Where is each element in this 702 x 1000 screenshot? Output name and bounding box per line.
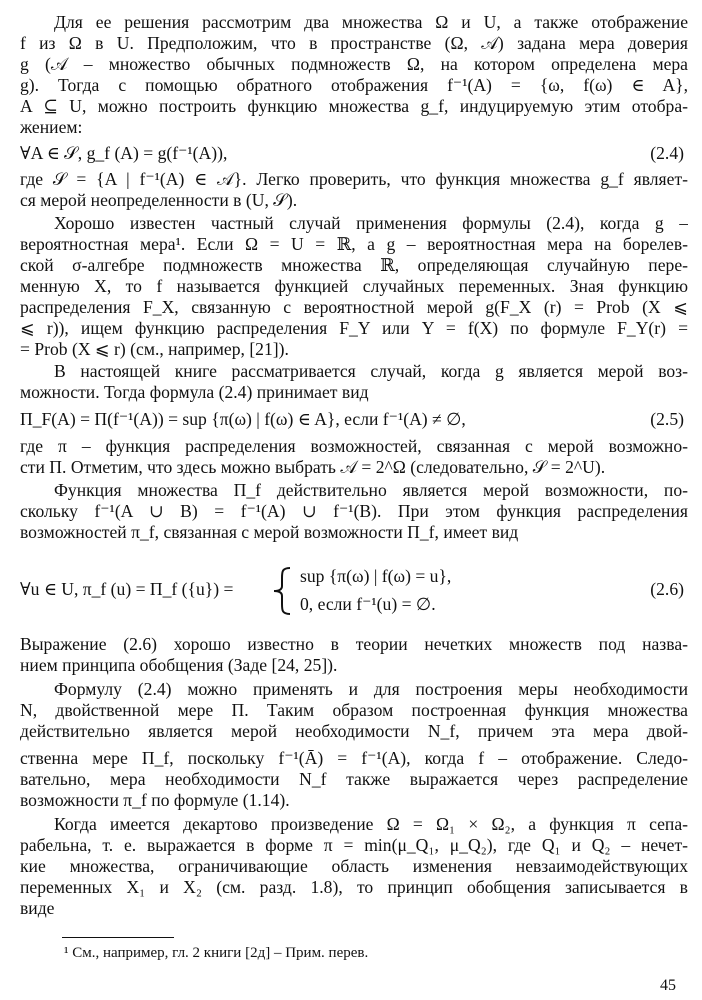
text-line: возможностей π_f, связанная с мерой возможности Π_f, имеет вид [20, 522, 519, 542]
text-line: Выражение (2.6) хорошо известно в теории нечетких множеств под назва- [20, 634, 688, 654]
text-line: N, двойственной мере Π. Таким образом построенная функция множества [20, 700, 688, 720]
text-line: распределения F_X, связанную с вероятностной мерой g(F_X (r) = Prob (X ⩽ [20, 297, 688, 317]
text-line: A ⊆ U, можно построить функцию множества g_f, индуцируемую этим отобра- [20, 96, 688, 116]
equation-2-6-case-2: 0, если f⁻¹(u) = ∅. [300, 594, 436, 614]
text-line: можности. Тогда формула (2.4) принимает вид [20, 382, 369, 402]
text-line: Хорошо известен частный случай применения формулы (2.4), когда g – [54, 213, 688, 233]
text-line: вательно, мера необходимости N_f также выражается через распределение [20, 769, 688, 789]
equation-number: (2.4) [650, 143, 684, 163]
text-line: нием принципа обобщения (Заде [24, 25]). [20, 655, 338, 675]
text-line: где 𝒮 = {A | f⁻¹(A) ∈ 𝒜}. Легко проверить, что функция множества g_f являет- [20, 169, 688, 189]
text-line: вероятностная мера¹. Если Ω = U = ℝ, а g – вероятностная мера на борелев- [20, 234, 688, 254]
curly-brace-icon [268, 566, 298, 616]
equation-2-6-left: ∀u ∈ U, π_f (u) = Π_f ({u}) = [20, 579, 234, 599]
equation-2-6-case-1: sup {π(ω) | f(ω) = u}, [300, 566, 452, 586]
text-line: Формулу (2.4) можно применять и для построения меры необходимости [54, 679, 688, 699]
text-line: менную X, то f называется функцией случайных переменных. Зная функцию [20, 276, 688, 296]
text-line: ся мерой неопределенности в (U, 𝒮). [20, 190, 298, 210]
page-number: 45 [660, 977, 676, 994]
text-line: = Prob (X ⩽ r) (см., например, [21]). [20, 339, 289, 359]
footnote-rule [62, 937, 174, 938]
text-line: переменных X₁ и X₂ (см. разд. 1.8), то принцип обобщения записывается в [20, 877, 688, 897]
text-line: действительно является мерой необходимости N_f, причем эта мера двой- [20, 721, 688, 741]
text-line: кие множества, ограничивающие область изменения невзаимодействующих [20, 856, 688, 876]
text-line: виде [20, 898, 55, 918]
text-line: где π – функция распределения возможностей, связанная с мерой возможно- [20, 436, 688, 456]
text-line: Функция множества Π_f действительно является мерой возможности, по- [54, 480, 688, 500]
text-line: Когда имеется декартово произведение Ω = Ω₁ × Ω₂, а функция π сепа- [54, 814, 688, 834]
text-line: ственна мере Π_f, поскольку f⁻¹(Ā) = f⁻¹(A), когда f – отображение. Следо- [20, 748, 688, 768]
text-line: возможности π_f по формуле (1.14). [20, 790, 290, 810]
equation-number: (2.5) [650, 409, 684, 429]
text-line: сти Π. Отметим, что здесь можно выбрать 𝒜 = 2^Ω (следовательно, 𝒮 = 2^U). [20, 457, 606, 477]
equation-2-5: Π_F(A) = Π(f⁻¹(A)) = sup {π(ω) | f(ω) ∈ A}, если f⁻¹(A) ≠ ∅, [20, 409, 466, 429]
text-line: жением: [20, 117, 83, 137]
text-line: f из Ω в U. Предположим, что в пространстве (Ω, 𝒜) задана мера доверия [20, 33, 688, 53]
text-line: g). Тогда с помощью обратного отображения f⁻¹(A) = {ω, f(ω) ∈ A}, [20, 75, 688, 95]
text-line: В настоящей книге рассматривается случай, когда g является мерой воз- [54, 361, 688, 381]
equation-number: (2.6) [650, 579, 684, 599]
text-line: рабельна, т. е. выражается в форме π = min(μ_Q₁, μ_Q₂), где Q₁ и Q₂ – нечет- [20, 835, 688, 855]
text-line: ⩽ r)), ищем функцию распределения F_Y или Y = f(X) по формуле F_Y(r) = [20, 318, 688, 338]
text-line: ской σ-алгебре подмножеств множества ℝ, определяющая случайную пере- [20, 255, 688, 275]
text-line: скольку f⁻¹(A ∪ B) = f⁻¹(A) ∪ f⁻¹(B). При этом функция распределения [20, 501, 688, 521]
text-line: Для ее решения рассмотрим два множества Ω и U, а также отображение [54, 12, 688, 32]
equation-2-4: ∀A ∈ 𝒮, g_f (A) = g(f⁻¹(A)), [20, 143, 228, 163]
footnote: ¹ См., например, гл. 2 книги [2д] – Прим. перев. [64, 945, 369, 961]
text-line: g (𝒜 – множество обычных подмножеств Ω, на котором определена мера [20, 54, 688, 74]
